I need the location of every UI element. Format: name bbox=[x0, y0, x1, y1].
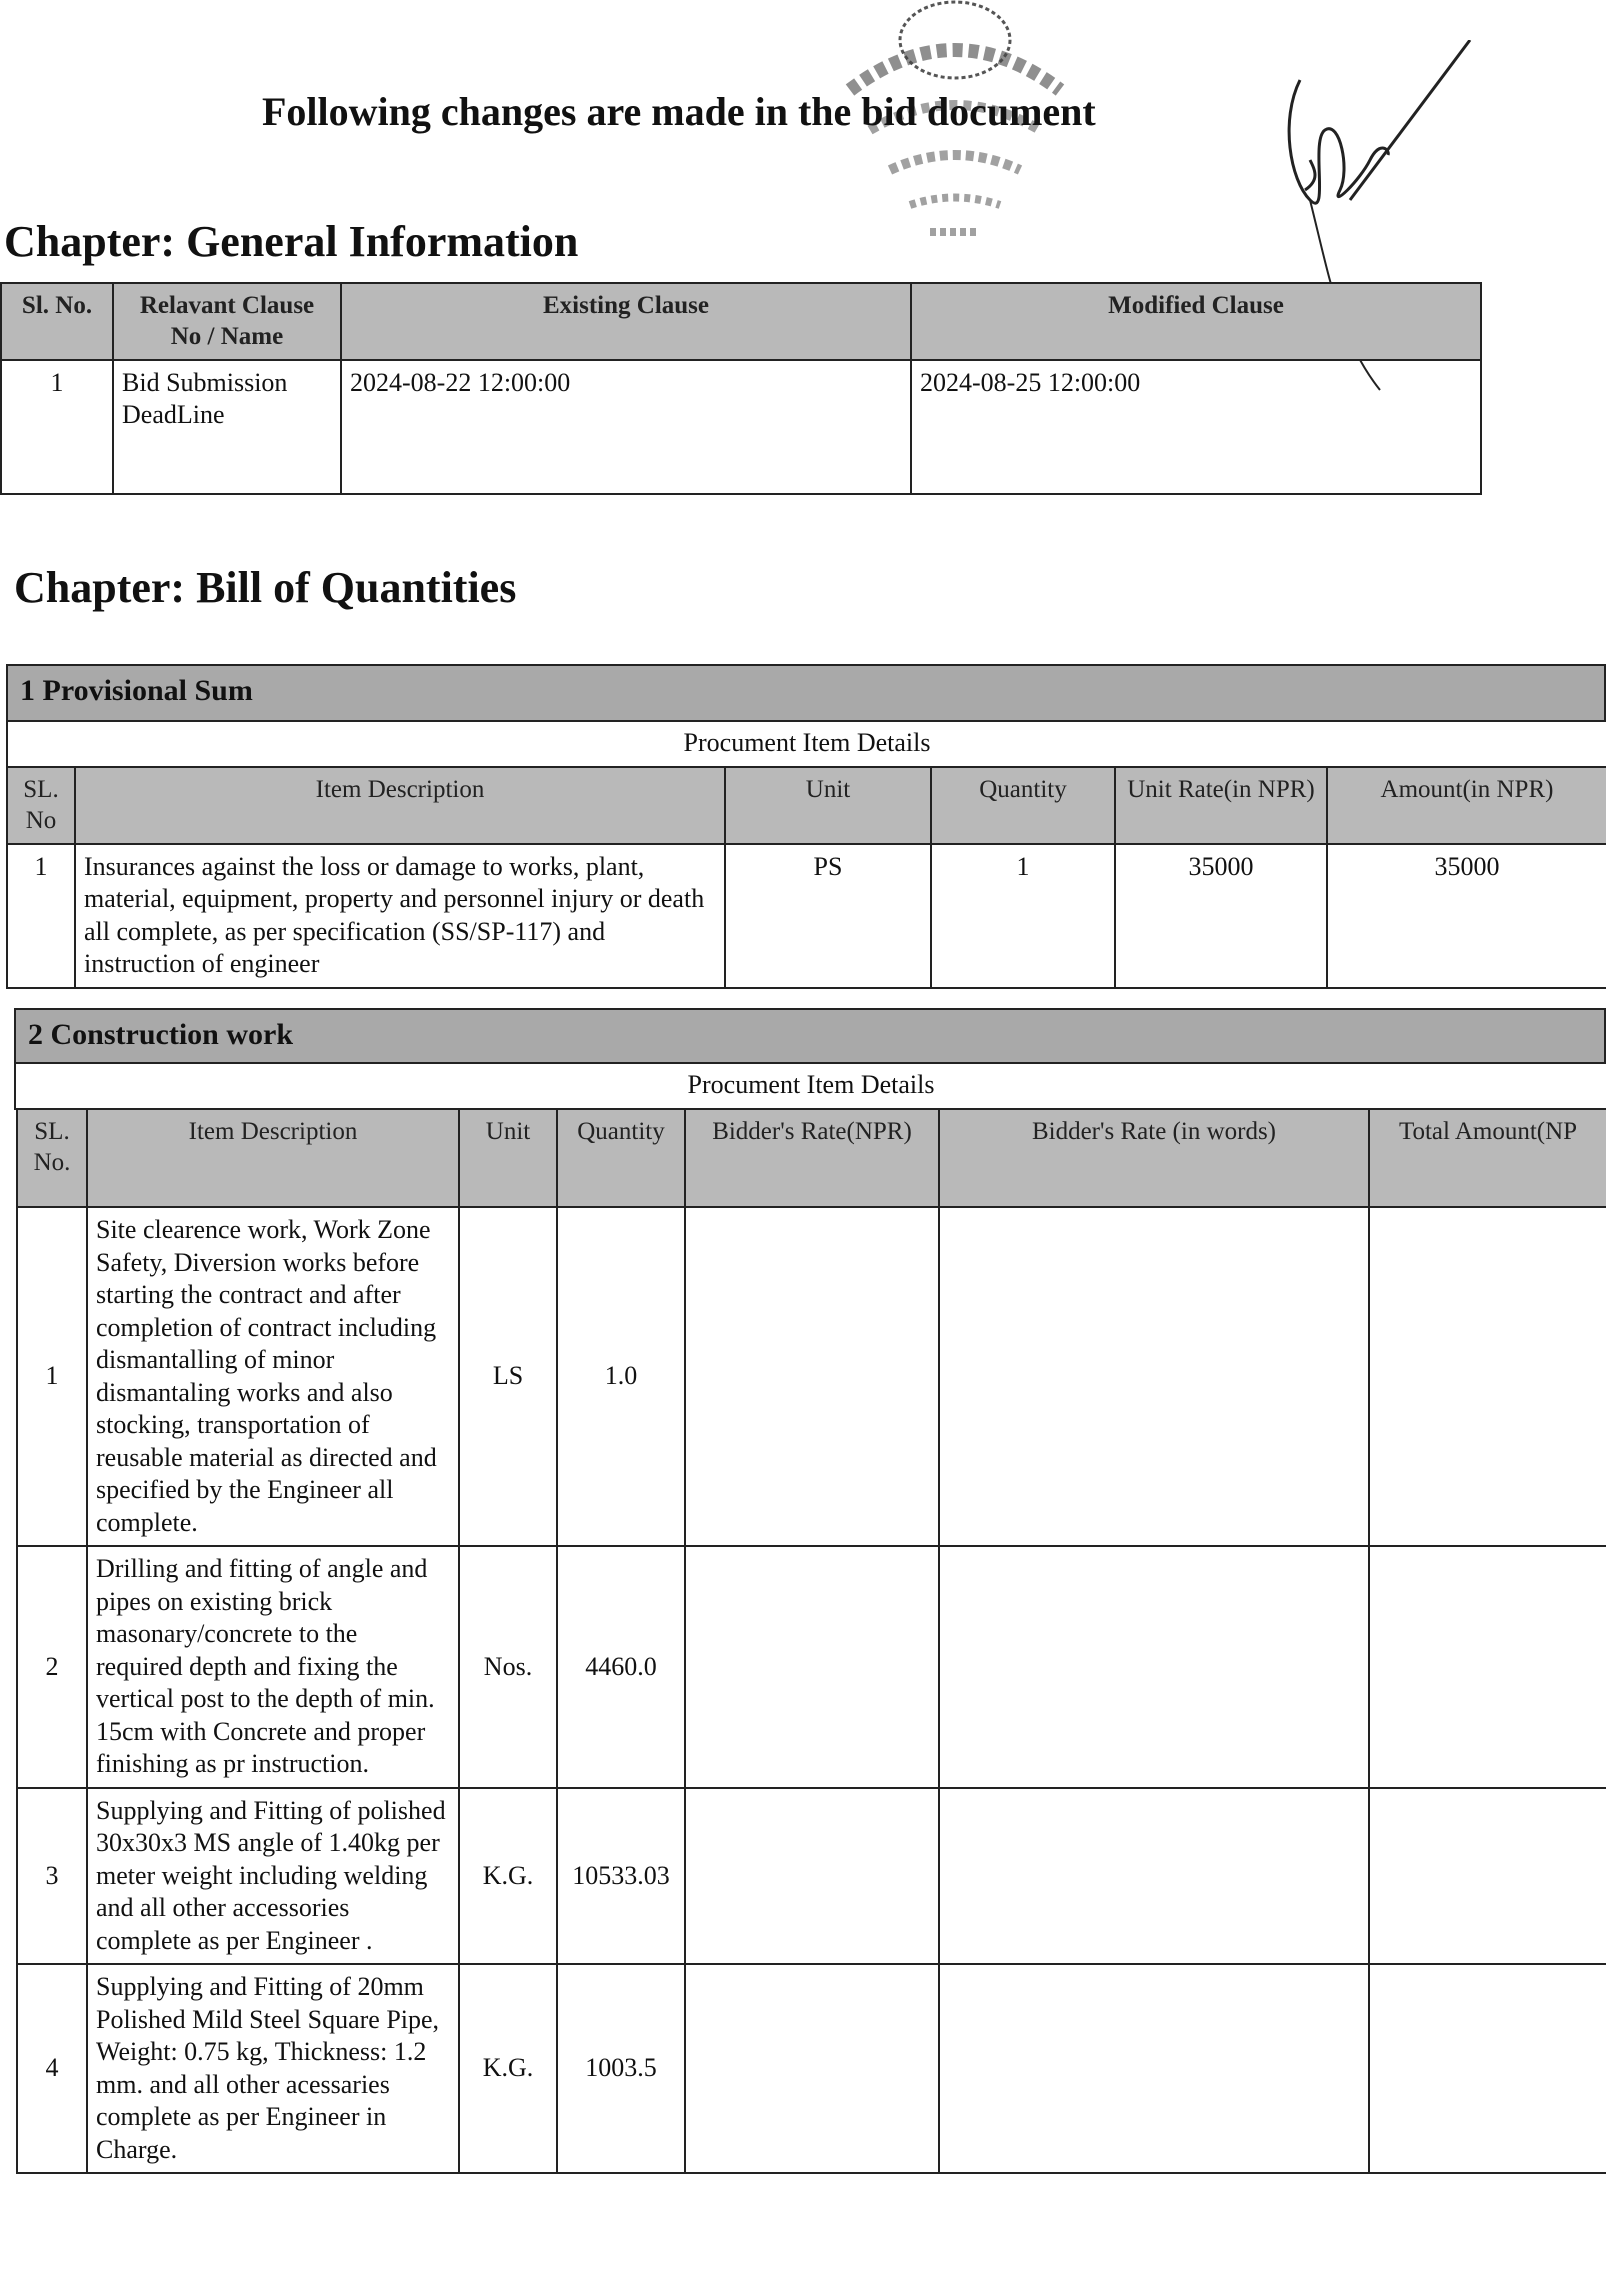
section-title-construction-work: 2 Construction work bbox=[14, 1008, 1606, 1064]
cell-unit-rate: 35000 bbox=[1115, 844, 1327, 988]
cell-bidders-rate-words[interactable] bbox=[939, 1207, 1369, 1546]
header-item-description: Item Description bbox=[87, 1109, 459, 1207]
header-unit: Unit bbox=[459, 1109, 557, 1207]
cell-modified-clause: 2024-08-25 12:00:00 bbox=[911, 360, 1481, 494]
cell-quantity: 1.0 bbox=[557, 1207, 685, 1546]
cell-existing-clause: 2024-08-22 12:00:00 bbox=[341, 360, 911, 494]
cell-quantity: 10533.03 bbox=[557, 1788, 685, 1965]
cell-bidders-rate-words[interactable] bbox=[939, 1546, 1369, 1788]
cell-total-amount bbox=[1369, 1964, 1606, 2173]
header-quantity: Quantity bbox=[931, 767, 1115, 844]
cell-unit: K.G. bbox=[459, 1788, 557, 1965]
cell-quantity: 1 bbox=[931, 844, 1115, 988]
header-amount: Amount(in NPR) bbox=[1327, 767, 1606, 844]
header-unit: Unit bbox=[725, 767, 931, 844]
construction-work-table bbox=[16, 1108, 1606, 2174]
cell-bidders-rate-words[interactable] bbox=[939, 1964, 1369, 2173]
table-header-row bbox=[7, 767, 1606, 844]
header-sl-no: SL. No. bbox=[17, 1109, 87, 1207]
header-bidders-rate-words: Bidder's Rate (in words) bbox=[939, 1109, 1369, 1207]
table-row bbox=[7, 844, 1606, 988]
cell-unit: Nos. bbox=[459, 1546, 557, 1788]
cell-bidders-rate[interactable] bbox=[685, 1546, 939, 1788]
header-bidders-rate: Bidder's Rate(NPR) bbox=[685, 1109, 939, 1207]
cell-total-amount bbox=[1369, 1207, 1606, 1546]
cell-total-amount bbox=[1369, 1788, 1606, 1965]
cell-bidders-rate[interactable] bbox=[685, 1207, 939, 1546]
provisional-sum-table bbox=[6, 766, 1606, 989]
cell-sl-no: 1 bbox=[17, 1207, 87, 1546]
cell-item-description: Supplying and Fitting of 20mm Polished Mild Steel Square Pipe, Weight: 0.75 kg, Thickness: 1.2 mm. and all other acessaries complete as per Engineer in Charge. bbox=[87, 1964, 459, 2173]
section-title-provisional-sum: 1 Provisional Sum bbox=[6, 664, 1606, 722]
table-row bbox=[17, 1207, 1606, 1546]
table-row bbox=[17, 1964, 1606, 2173]
cell-bidders-rate[interactable] bbox=[685, 1964, 939, 2173]
cell-sl-no: 1 bbox=[7, 844, 75, 988]
table-header-row bbox=[1, 283, 1481, 360]
header-item-description: Item Description bbox=[75, 767, 725, 844]
table-header-row bbox=[17, 1109, 1606, 1207]
cell-sl-no: 1 bbox=[1, 360, 113, 494]
header-sl-no: SL. No bbox=[7, 767, 75, 844]
cell-sl-no: 3 bbox=[17, 1788, 87, 1965]
chapter-title-general-information: Chapter: General Information bbox=[4, 217, 579, 266]
header-existing-clause: Existing Clause bbox=[341, 283, 911, 360]
cell-unit: PS bbox=[725, 844, 931, 988]
cell-item-description: Site clearence work, Work Zone Safety, Diversion works before starting the contract and after completion of contract including dismantalling of minor dismantaling works and also stocking, transportation of reusable material as directed and specified by the Engineer all complete. bbox=[87, 1207, 459, 1546]
cell-quantity: 4460.0 bbox=[557, 1546, 685, 1788]
header-total-amount: Total Amount(NP bbox=[1369, 1109, 1606, 1207]
section-subtitle: Procument Item Details bbox=[6, 720, 1606, 768]
cell-unit: K.G. bbox=[459, 1964, 557, 2173]
chapter-title-bill-of-quantities: Chapter: Bill of Quantities bbox=[14, 563, 517, 612]
cell-amount: 35000 bbox=[1327, 844, 1606, 988]
cell-total-amount bbox=[1369, 1546, 1606, 1788]
header-sl-no: Sl. No. bbox=[1, 283, 113, 360]
header-unit-rate: Unit Rate(in NPR) bbox=[1115, 767, 1327, 844]
section-subtitle: Procument Item Details bbox=[14, 1062, 1606, 1110]
table-row bbox=[17, 1788, 1606, 1965]
table-row bbox=[1, 360, 1481, 494]
cell-quantity: 1003.5 bbox=[557, 1964, 685, 2173]
cell-bidders-rate-words[interactable] bbox=[939, 1788, 1369, 1965]
cell-item-description: Drilling and fitting of angle and pipes on existing brick masonary/concrete to the required depth and fixing the vertical post to the depth of min. 15cm with Concrete and proper finishing as pr instruction. bbox=[87, 1546, 459, 1788]
cell-item-description: Insurances against the loss or damage to works, plant, material, equipment, property and personnel injury or death all complete, as per specification (SS/SP-117) and instruction of engineer bbox=[75, 844, 725, 988]
cell-sl-no: 2 bbox=[17, 1546, 87, 1788]
header-modified-clause: Modified Clause bbox=[911, 283, 1481, 360]
header-quantity: Quantity bbox=[557, 1109, 685, 1207]
document-title: Following changes are made in the bid document bbox=[262, 89, 1096, 134]
cell-sl-no: 4 bbox=[17, 1964, 87, 2173]
cell-unit: LS bbox=[459, 1207, 557, 1546]
cell-item-description: Supplying and Fitting of polished 30x30x3 MS angle of 1.40kg per meter weight including welding and all other accessories complete as per Engineer . bbox=[87, 1788, 459, 1965]
general-information-table bbox=[0, 282, 1482, 495]
cell-bidders-rate[interactable] bbox=[685, 1788, 939, 1965]
cell-clause-name: Bid Submission DeadLine bbox=[113, 360, 341, 494]
header-clause-name: Relavant Clause No / Name bbox=[113, 283, 341, 360]
table-row bbox=[17, 1546, 1606, 1788]
